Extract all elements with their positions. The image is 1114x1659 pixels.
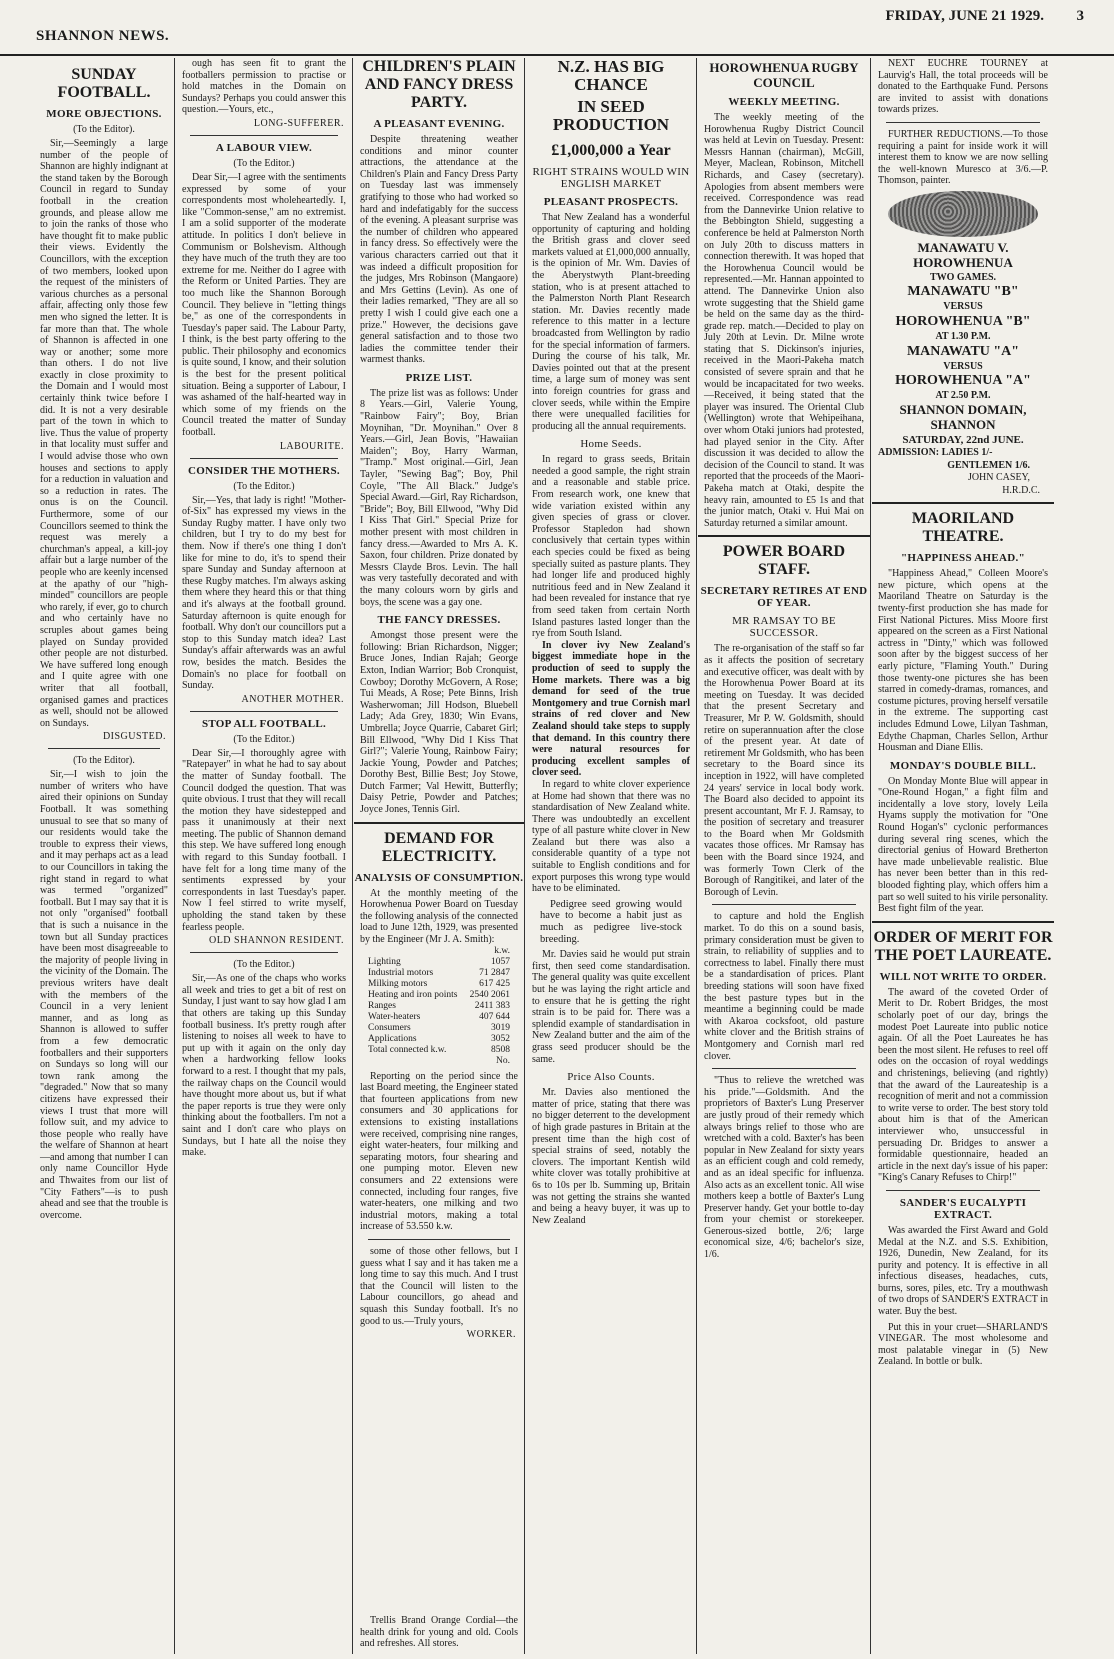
- divider: [190, 711, 338, 712]
- headline-sunday-football: SUNDAY FOOTBALL.: [57, 66, 151, 101]
- consumption-table: [354, 957, 524, 1067]
- table-row: Consumers 3019: [368, 1022, 510, 1033]
- electricity-intro: At the monthly meeting of the Horowhenua Power Board on Tuesday the following analysis of the connected load to June 12th, 1929, was presented by the Engineer (Mr J. A. Smith):: [360, 887, 518, 946]
- letter-worker: Sir,—As one of the chaps who works all week and tries to get a bit of rest on Sunday, I just want to say how glad I am that others are taking up this Sunday football business. It's pretty rough after listening to noises all week to have to put up with it again on the only day when a hardworking fellow looks forward to a rest. I thought that my pals, the railway chaps on the Council would have thought more about us, but if what the paper reports is true they were only thinking about the footballers. I'm not a saint and I don't care who plays on Sundays, but I hate all the noise they make.: [182, 973, 346, 1159]
- subhead-sanders-extract: SANDER'S EUCALYPTI EXTRACT.: [899, 1196, 1027, 1221]
- to-the-editor-label: (To the Editor).: [73, 124, 135, 135]
- paper-name: SHANNON NEWS.: [36, 28, 170, 44]
- table-header-kw: k.w.: [494, 945, 510, 956]
- headline-nz-chance: N.Z. HAS BIG CHANCE: [557, 58, 665, 94]
- table-row: Milking motors 617 425: [368, 978, 510, 989]
- ad-time-1: AT 1.30 P.M.: [935, 331, 991, 342]
- letter-disgusted: Sir,—Seemingly a large number of the people of Shannon are highly indignant at the stand taken by the Borough Council in regard to Sunday football in the creation grounds, and please allow me to join the ranks of those who have thought fit to make public their views. Evidently the Councillors, with the exception of two members, looked upon the request of the ministers of various churches as a personal affair, affecting only those few men who signed the letter. It is far more than that. The whole of Shannon is affected in one way or another; some more than others. I do not live exactly in close proximity to the Domain and I would most certainly think twice before I did. It is not a very desirable part of the town in which to live. Thus the value of property in that locality must suffer and I would advise those who own houses and sections to apply for a reduction in valuation and so a reduction in rates. The onus is on the Council. Furthermore, some of our Councillors seemed to think the request was merely a churchman's appeal, a kill-joy affair but a large number of the people who are keenly incensed at the apathy of our "high-minded" councillors are people who rarely, if ever, go to church and who certainly have no scruples about games being played on Sunday provided other people are not disturbed. We have suffered long enough and I quite agree with one writer that all football, organised games and practices as well, should not be allowed on Sundays.: [40, 138, 168, 729]
- poet-laureate-article: The award of the coveted Order of Merit to Dr. Robert Bridges, the most scholarly poet of our day, brings the modest Poet Laureate into public notice again. Of all the Poet Laureates he has been the most silent. He refuses to reel off odes on the occasion of royal weddings and christenings, believing (and rightly) that the award of the Laureateship is a recognition of merit and not a commission to write verse to order. The best story told about him is that of the American interviewer who, unsuccessful in persuading Dr. Bridges to answer a formidable questionnaire, headed an article in the next day's issue of his paper: "King's Canary Refuses to Chirp!": [878, 986, 1048, 1184]
- subhead-price-counts: Price Also Counts.: [567, 1071, 655, 1084]
- column-4: [526, 58, 697, 1654]
- headline-order-of-merit: ORDER OF MERIT FOR THE POET LAUREATE.: [873, 928, 1053, 964]
- issue-date: FRIDAY, JUNE 21 1929.: [885, 8, 1044, 24]
- signature-labourite: LABOURITE.: [279, 440, 344, 452]
- table-row: Industrial motors 71 2847: [368, 967, 510, 978]
- divider: [698, 535, 870, 537]
- subhead-happiness-ahead: "HAPPINESS AHEAD.": [901, 552, 1025, 565]
- divider: [886, 122, 1040, 123]
- subhead-home-seeds: Home Seeds.: [580, 438, 642, 451]
- ad-title: MANAWATU V. HOROWHENUA: [913, 239, 1013, 270]
- ad-versus: VERSUS: [943, 301, 983, 313]
- fancy-dresses-text: Amongst those present were the following: Brian Richardson, Nigger; Bruce Jones, Indian Rajah; George Exton, Indian Warrior; Bob Cronquist, Cowboy; Dorothy McGovern, A Rose; Tui Meads, A Rose; Pete Binns, Irish Washerwoman; Jill Hodson, Bluebell Lady; Ada Grey, 1830; Win Evans, Umbrella; Joyce Quarrie, Cabaret Girl; Bill Ellwood, "Why Did I Kiss That Girl?"; Valerie Young, Rainbow Fairy; Jackie Young, Powder and Patches; Dorothy Best, Billie Best; Joy Stowe, Dutch Farmer; Val Hewitt, Butterfly; Daisy Petrie, Powder and Patches; Joyce Jones, Tennis Girl.: [360, 630, 518, 816]
- ad-baxters-lung-preserver: "Thus to relieve the wretched was his pride."—Goldsmith. And the proprietors of Baxter's Lung Preserver are justly proud of their remedy which always brings relief to those who are wretched with a cold. Baxter's has been popular in New Zealand for sixty years as an efficient cough and cold remedy, and as an ideal specific for influenza. Also acts as an excellent tonic. All wise mothers keep a bottle of Baxter's Lung Preserver handy. Get your bottle to-day from your chemist or storekeeper. Generous-sized bottle, 2/6; large economical size, 4/6; bachelor's size, 1/6.: [704, 1075, 864, 1261]
- headline-maoriland-theatre: MAORILAND THEATRE.: [911, 510, 1015, 546]
- headline-rugby-council: HOROWHENUA RUGBY COUNCIL: [709, 60, 859, 90]
- seed-article-white-clover: In regard to white clover experience at Home had shown that there was no standardisation of New Zealand white. There was undoubtedly an excellent type of all pasture white clover in New Zealand but there was also a considerable quantity of a type not suitable to English conditions and for export purposes this wrong type would have to be eliminated.: [532, 778, 690, 895]
- subhead-labour-view: A LABOUR VIEW.: [215, 141, 313, 154]
- subhead-secretary-retires: SECRETARY RETIRES AT END OF YEAR.: [700, 585, 868, 610]
- letter-continued: ough has seen fit to grant the footballers permission to practise or hold matches in the Domain on Sundays? Perhaps you could answer this question.—Yours, etc.,: [182, 58, 346, 116]
- ad-team-manawatu-a: MANAWATU "A": [906, 343, 1020, 359]
- divider: [886, 1190, 1040, 1191]
- column-5: [698, 58, 871, 1654]
- headline-dress-party: CHILDREN'S PLAIN AND FANCY DRESS PARTY.: [362, 58, 516, 111]
- ad-time-2: AT 2.50 P.M.: [935, 390, 991, 402]
- ad-team-horowhenua-b: HOROWHENUA "B": [895, 313, 1031, 329]
- divider: [48, 748, 160, 749]
- worker-letter-tail: some of those other fellows, but I guess what I say and it has taken me a long time to say this much. And I trust that the Council will listen to the Labour councillors, go ahead and squash this Sunday football. It's no good to us.—Truly yours,: [360, 1245, 518, 1327]
- theatre-article: "Happiness Ahead," Colleen Moore's new picture, which opens at the Maoriland Theatre on Saturday is the twenty-first production she has made for First National Pictures. Miss Moore first appeared on the screen as a First National actress in "Dinty," which was followed soon after by the biggest success of her early picture, "Flaming Youth." During those twenty-one pictures she has been starred in comedy-dramas, romances, and costume pictures, proving herself versatile in the extreme. The supporting cast includes Edmund Lowe, Lilyan Tashman, Edythe Chapman, Charles Sellon, Arthur Housman and Diane Ellis.: [878, 568, 1048, 754]
- table-row: Water-heaters 407 644: [368, 1011, 510, 1022]
- ad-team-horowhenua-a: HOROWHENUA "A": [895, 373, 1031, 389]
- to-the-editor-label: (To the Editor.): [233, 959, 295, 971]
- headline-power-board-staff: POWER BOARD STAFF.: [722, 543, 846, 579]
- subhead-double-bill: MONDAY'S DOUBLE BILL.: [889, 759, 1037, 772]
- ad-signed: JOHN CASEY,: [967, 472, 1030, 484]
- page-number: 3: [1076, 8, 1084, 24]
- letter-labourite: Dear Sir,—I agree with the sentiments expressed by some of your correspondents most wholeheartedly. I, like "Common-sense," am no extremist. I am a solid supporter of the moderate attitude. In politics I don't believe in Communism or Bolshevism. Although they have much of the truth they are too extreme for me. Neither do I agree with the Reform or United Parties. They are too much like the Shannon Borough Council. They believe in "letting things be," as one of the correspondents in Tuesday's paper said. The Labour Party, I think, is the best party offering to the public. Their philosophy and economics is quite sound, I know, and their solution is the best for the present political situation. Being a supporter of Labour, I was ashamed of the half-hearted way in which some of my friends on the Council treated the matter of Sunday football.: [182, 171, 346, 439]
- seed-article-home: In regard to grass seeds, Britain needed a good sample, the right strain and a reasonable and stable price. From research work, one knew that wide variation existed within any given species of grass or clover. Professor Stapledon had shown conclusively that certain types within each species could be fixed as being specially suited as pasture plants. They had longer life and produced highly nutritious feed and in New Zealand it had been revealed for instance that rye from seed taken from certain North Island pastures lasted longer than the rye from South Island.: [532, 454, 690, 640]
- subhead-fancy-dresses: THE FANCY DRESSES.: [377, 614, 501, 627]
- ad-trellis-cordial: Trellis Brand Orange Cordial—the health drink for young and old. Cools and refreshes. All stores.: [360, 1615, 518, 1650]
- divider: [712, 1068, 856, 1069]
- letter-another-mother: Sir,—Yes, that lady is right! "Mother-of-Six" has expressed my views in the Sunday Rugby matter. I have only two children, but I try to do my best for them. Now if there's one thing I don't like for mine to do, it's to spend their spare Sunday and Sunday afternoon at these Rugby matches. I'm always asking them where they heard this or that thing and it's always at the football ground. Saturday afternoon is quite enough for football. Why don't our councillors put a stop to this Sunday match idea? Last Sunday's affair afterwards was an awful row, besides the match. Besides the Domain's no place for football on Sunday.: [182, 494, 346, 692]
- signature-another-mother: ANOTHER MOTHER.: [241, 693, 344, 705]
- letter-footballers: Sir,—I wish to join the number of writers who have aired their opinions on Sunday Football. It was something unusual to see that so many of our residents would take the trouble to express their views, and it may perhaps act as a lead to our Councillors in taking the right stand in regard to what was termed "organized" football. But I may say that it is not only "organised" football that is such a nuisance in the town but all Sunday practices have been most disagreeable to the majority of people living in the vicinity of the Domain. The previous writers have dealt with the members of the Council in a very lenient manner, and as long as Shannon is allowed to suffer from a few democratic footballers and their supporters on Sundays so long will our town rank among the "degraded." Now that so many citizens have expressed their views I trust that more will follow suit, and my advice to those people who really have the welfare of Shannon at heart—and among that number I can only name Councillor Hyde and Thwaites from our list of "City Fathers"—is to push ahead and see that the trouble is overcome.: [40, 769, 168, 1221]
- double-bill-article: On Monday Monte Blue will appear in "One-Round Hogan," a fight film and incidentally a love story, lovely Leila Hyams supply the motivation for "One Round Hogan's" cyclonic performances during several ring scenes, which the directorial genius of Howard Bretherton have made unbelievable realistic. Blue has never been better than in this red-blooded fighting play, which offers him a part so well suited to his virile personality. Best fight film of the year.: [878, 775, 1048, 915]
- headline-amount: £1,000,000 a Year: [551, 142, 671, 159]
- to-the-editor-label: (To the Editor).: [73, 755, 135, 767]
- divider: [872, 921, 1054, 923]
- signature-long-sufferer: LONG-SUFFERER.: [253, 117, 344, 129]
- notice-reductions: FURTHER REDUCTIONS.—To those requiring a paint for inside work it will interest them to know we are now selling the well-known Muresco at 3/6.—P. Thomson, painter.: [878, 128, 1048, 187]
- headline-seed-production: IN SEED PRODUCTION: [552, 97, 670, 134]
- subhead-consider-mothers: CONSIDER THE MOTHERS.: [188, 464, 340, 477]
- subhead-pleasant-prospects: PLEASANT PROSPECTS.: [543, 196, 679, 208]
- seed-article-conclusion: to capture and hold the English market. To do this on a sound basis, primary consideration must be given to strain, to reliability of supplies and to correctness to label. Finally there must be a standardisation of prices. Plant breeding stations will soon have fixed the best pasture types but in the meantime a beginning could be made with Akaroa cocksfoot, old pasture white clover and the British strains of Montgomery and Cornish marl red clover.: [704, 911, 864, 1062]
- subhead-more-objections: MORE OBJECTIONS.: [46, 108, 162, 120]
- subhead-will-not-write: WILL NOT WRITE TO ORDER.: [879, 970, 1047, 983]
- ad-sanders-extract: Was awarded the First Award and Gold Medal at the N.Z. and S.S. Exhibition, 1926, Dunedin, New Zealand, for its purity and potency. It is effective in all infectious diseases, headaches, cuts, burns, sores, piles, etc. Try a mouthwash of two drops of SANDER'S EXTRACT in water. Buy the best.: [878, 1224, 1048, 1318]
- ad-admission-ladies: ADMISSION: LADIES 1/-: [878, 447, 993, 459]
- divider: [190, 458, 338, 459]
- to-the-editor-label: (To the Editor.): [233, 733, 295, 745]
- consumption-table-header: [368, 946, 510, 957]
- seed-article-strain: Mr. Davies said he would put strain first, then seed come standardisation. The general quality was quite excellent but he was laying the right article and to ensure that he is getting the right strain is to be paid for. There was a splendid example of standardisation in New Zealand butter and the aim of the grass seed producer should be the same.: [532, 949, 690, 1065]
- to-the-editor-label: (To the Editor.): [233, 157, 295, 169]
- column-6: [872, 58, 1054, 1654]
- table-row: Total connected k.w. 8508: [368, 1044, 510, 1055]
- table-header-no: No.: [496, 1055, 510, 1066]
- ad-sharlands-vinegar: Put this in your cruet—SHARLAND'S VINEGAR. The most wholesome and most palatable vinegar in (5) New Zealand. In bottle or bulk.: [878, 1321, 1048, 1368]
- ad-team-manawatu-b: MANAWATU "B": [907, 284, 1019, 300]
- signature-old-resident: OLD SHANNON RESIDENT.: [208, 935, 344, 947]
- divider: [368, 1239, 510, 1240]
- deck-right-strains: RIGHT STRAINS WOULD WIN ENGLISH MARKET: [532, 166, 690, 190]
- to-the-editor-label: (To the Editor.): [233, 480, 295, 492]
- seed-article-price: Mr. Davies also mentioned the matter of price, stating that there was no bigger deterrent to the development of high grade pastures in Britain at the present time than the high cost of special strains of seed, notably the clovers. The important Kentish wild white clover was totally prohibitive at 6s to 10s per lb. Summing up, Britain was not getting the strains she wanted and being a heavy buyer, it was up to New Zealand: [532, 1087, 690, 1226]
- ad-admission-gentlemen: GENTLEMEN 1/6.: [947, 459, 1030, 471]
- subhead-stop-all-football: STOP ALL FOOTBALL.: [201, 717, 327, 730]
- electricity-report: Reporting on the period since the last Board meeting, the Engineer stated that fourteen applications from new consumers and 30 applications for extensions to existing installations were received, comprising nine ranges, eight water-heaters, four milking and separating motors, four shearing and one pumping motor. Eleven new consumers and 22 extensions were connected, including four ranges, five water-heaters, one milking and two industrial motors, making a total increase of 53.550 k.w.: [360, 1070, 518, 1233]
- headline-demand-electricity: DEMAND FOR ELECTRICITY.: [381, 829, 497, 865]
- divider: [872, 502, 1054, 504]
- rugby-council-report: The weekly meeting of the Horowhenua Rugby District Council was held at Levin on Tuesday. Present: Messrs Hannan (chairman), McGill, Meyer, Maclean, Robinson, Mitchell Richards, and Casey (secretary). Apologies from absent members were received. Correspondence was read from the Dannevirke Union relative to the Bebbington Shield, suggesting a conference be held at Palmerston North on July 20th to discuss matters in connection therewith. It was hoped that the Horowhenua Council would be represented.—Mr. Hannan appointed to attend. The Dannevirke Union also wrote suggesting that the Shield game be held on the same day as the third-grade rep. match.—Decided to play on July 20th at Levin. Dr. Milne wrote stating that S. Dickinson's injuries, received in the Maori-Pakeha match consisted of severe sprain and that he would be incapacitated for two weeks.—Received, it being stated that the player was insured. The Oriental Club (Wellington) wrote that Wehipeihana, over whom Otaki juniors had protested, had played senior in the City. After discussion it was decided to allow the decision of the Council to stand. It was reported that the proceeds of the Maori-Pakeha match at Otaki, despite the heavy rain, amounted to £5 1s and that the junior match, Otaki v. Hui Mai on Saturday returned a similar amount.: [704, 112, 864, 529]
- power-board-report: The re-organisation of the staff so far as it affects the position of secretary and executive officer, was dealt with by the Horowhenua Power Board at its meeting on Tuesday. It was decided that the present Secretary and Treasurer, Mr P. W. Goldsmith, should retire on superannuation after the close of the present year. At date of retirement Mr Goldsmith, who has been secretary to the Board since its inception in 1922, will have completed 24 years' service in local body work. The Board also decided to appoint its present accountant, Mr F. J. Ramsay, to the position of secretary and treasurer to the Board when Mr Goldsmith vacates those offices. Mr Ramsay has been with the Board since 1924, and was formerly Town Clerk of the Borough of Rangitikei, and later of the Borough of Levin.: [704, 643, 864, 898]
- subhead-pleasant-evening: A PLEASANT EVENING.: [373, 118, 505, 130]
- column-1: [34, 58, 175, 1654]
- signature-worker: WORKER.: [466, 1329, 516, 1341]
- masthead: [0, 0, 1114, 56]
- subhead-weekly-meeting: WEEKLY MEETING.: [728, 96, 840, 108]
- subhead-analysis: ANALYSIS OF CONSUMPTION.: [354, 871, 524, 884]
- subhead-prize-list: PRIZE LIST.: [405, 371, 473, 384]
- ad-versus: VERSUS: [943, 360, 983, 372]
- seed-article-clover: In clover ivy New Zealand's biggest immediate hope in the production of seed to supply the Home markets. There was a big demand for seed of the true Montgomery and true Cornish marl strains of red clover and New Zealand should take steps to supply that demand. In this country there were natural resources for producing excellent samples of clover seed.: [532, 639, 690, 779]
- letter-old-resident: Dear Sir,—I thoroughly agree with "Ratepayer" in what he had to say about the matter of Sunday football. The Council dodged the question. That was quite obvious. I trust that they will recall the motion they have sidestepped and pass it unanimously at their next meeting. The public of Shannon demand this step. We have suffered long enough with regard to this Sunday football. I have felt for a long time many of the sentiments expressed by your correspondents in last Tuesday's paper. Now I feel stirred to write myself, upholding the stand taken by these fearless people.: [182, 747, 346, 933]
- ad-two-games: TWO GAMES.: [929, 271, 997, 283]
- ad-date: SATURDAY, 22nd JUNE.: [902, 433, 1024, 446]
- kiwi-emblem-image: [888, 191, 1038, 237]
- divider: [190, 952, 338, 953]
- seed-article-intro: That New Zealand has a wonderful opportunity of capturing and holding the British grass and clover seed markets valued at £1,000,000 annually, is the opinion of Mr. Wm. Davies of the Aberystwyth Plant-breeding station, who is at present attached to the Palmerston North Plant Research station. Mr. Davies recently made reference to this matter in a lecture broadcasted from Wellington by radio for the special information of farmers. During the course of his talk, Mr. Davies pointed out that at the present time, a large sum of money was sent into foreign countries for grass and clover seeds, while within the Empire there were unequalled facilities for producing all the annual requirements.: [532, 212, 690, 432]
- table-row: Lighting 1057: [368, 956, 510, 967]
- prize-list-text: The prize list was as follows: Under 8 Years.—Girl, Valerie Young, "Rainbow Fairy"; Boy, Brian Moynihan, "Dr. Moynihan." Over 8 Years.—Girl, Jean Bovis, "Hawaiian Maiden"; Boy, Harry Warman, "Tramp." Most original.—Girl, Jean Tayler, "Sewing Bag"; Boy, Phil Coyle, "The All Black." Judge's Special Award.—Girl, Ray Richardson, "Bride"; Boy, Bill Ellwood, "Why Did I Kiss That Girl." Special Prize for mother present with most children in fancy dress.—Awarded to Mrs A. K. Saxon, four children. Prize donated by Messrs Clayde Bros. Levin. The hall was very tastefully decorated and with the many colours worn by girls and boys, the scene was a gay one.: [360, 387, 518, 608]
- table-row: Ranges 2411 383: [368, 1000, 510, 1011]
- divider: [190, 135, 338, 136]
- signature-disgusted: DISGUSTED.: [102, 731, 166, 743]
- column-2: [176, 58, 353, 1654]
- ad-organisation: H.R.D.C.: [1002, 484, 1040, 496]
- rugby-match-ad: [872, 241, 1054, 496]
- divider: [354, 822, 524, 824]
- column-3: [354, 58, 525, 1654]
- ad-venue: SHANNON DOMAIN, SHANNON: [899, 401, 1027, 432]
- seed-pullquote: Pedigree seed growing would have to become a habit just as much as pedigree live-stock breeding.: [540, 898, 682, 945]
- article-dress-party: Despite threatening weather conditions and minor counter attractions, the attendance at the Children's Plain and Fancy Dress Party on Tuesday last was immensely gratifying to those who had worked so hard and indefatigably for the success of the evening. A pleasant surprise was the number of children who appeared in fancy dress. So effectively were the various characters carried out that it was indeed a difficult proposition for the judges, Mrs Robinson (Mangaore) and Mrs Gettins (Levin). As one of their ladies remarked, "They are all so pretty I wish I could give each one a prize." However, the decisions gave general satisfaction and to those two ladies the committee tender their warmest thanks.: [360, 134, 518, 366]
- table-row: Heating and iron points 2540 2061: [368, 989, 510, 1000]
- notice-euchre: NEXT EUCHRE TOURNEY at Laurvig's Hall, the total proceeds will be donated to the Earthquake Fund. Persons are invited to assist with donations towards prizes.: [878, 58, 1048, 116]
- table-row: Applications 3052: [368, 1033, 510, 1044]
- divider: [712, 904, 856, 905]
- subhead-ramsay-successor: MR RAMSAY TO BE SUCCESSOR.: [732, 615, 836, 640]
